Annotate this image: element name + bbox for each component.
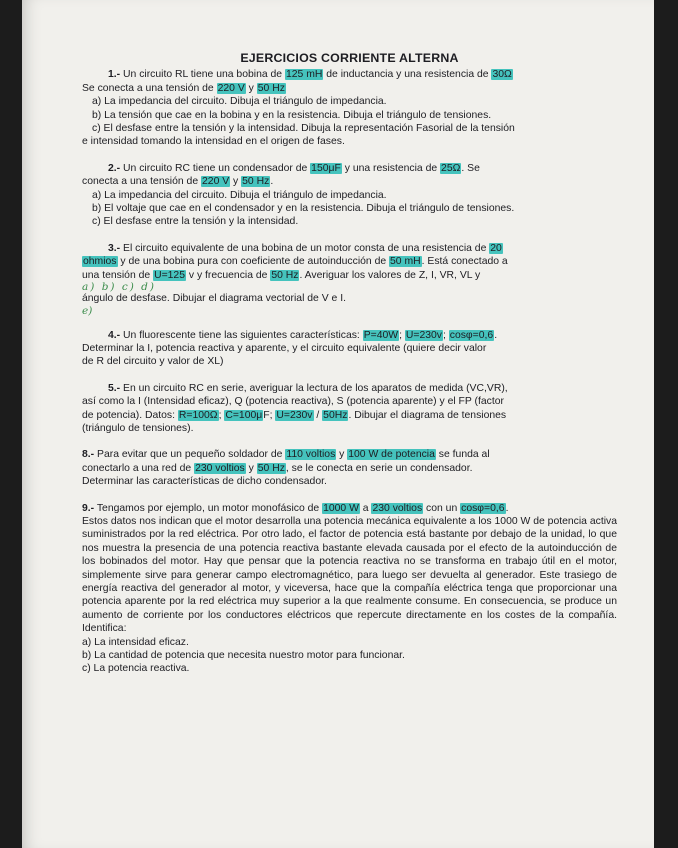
exercise-number: 5.- xyxy=(108,382,121,394)
exercise-1-items xyxy=(82,95,617,135)
highlight: cosφ=0,6 xyxy=(449,329,494,341)
item-b: b) La tensión que cae en la bobina y en la resistencia. Dibuja el triángulo de tensiones. xyxy=(92,109,492,121)
highlight: 220 V xyxy=(202,176,230,188)
highlight: 1000 W xyxy=(323,502,359,514)
item-a: a) La impedancia del circuito. Dibuja el triángulo de impedancia. xyxy=(92,189,387,201)
highlight: 25Ω xyxy=(441,162,461,174)
exercise-8-line-2: conectarlo a una red de 230 voltios y 50 Hz, se le conecta en serie un condensador. xyxy=(82,462,473,474)
highlight: 230 voltios xyxy=(372,502,423,514)
highlight: 125 mH xyxy=(285,69,323,81)
highlight: U=230v xyxy=(276,409,313,421)
highlight: P=40W xyxy=(363,329,399,341)
exercise-number: 9.- xyxy=(82,502,95,514)
highlight: cosφ=0,6 xyxy=(461,502,505,514)
document-body xyxy=(82,52,617,689)
exercise-number: 2.- xyxy=(108,162,121,174)
exercise-3-line-4: ángulo de desfase. Dibujar el diagrama vectorial de V e I. xyxy=(82,293,346,305)
highlight: R=100Ω xyxy=(178,409,218,421)
highlight: 50 Hz xyxy=(257,462,285,474)
exercise-number: 3.- xyxy=(108,242,121,254)
highlight: 50 Hz xyxy=(242,176,270,188)
highlight: C=100μ xyxy=(225,409,263,421)
item-b: b) El voltaje que cae en el condensador y en la resistencia. Dibuja el triángulo de tensiones. xyxy=(92,203,515,215)
highlight: 50Hz xyxy=(323,409,348,421)
item-c: c) La potencia reactiva. xyxy=(82,663,190,675)
item-a: a) La impedancia del circuito. Dibuja el triángulo de impedancia. xyxy=(92,96,387,108)
exercise-3-line-3: una tensión de U=125 v y frecuencia de 50 Hz. Averiguar los valores de Z, I, VR, VL y xyxy=(82,269,481,281)
exercise-2-line-2: conecta a una tensión de 220 V y 50 Hz. xyxy=(82,176,274,188)
handwritten-annotation: e) xyxy=(82,304,93,317)
exercise-3-line-2: ohmios y de una bobina pura con coeficiente de autoinducción de 50 mH. Está conectado a xyxy=(83,256,508,268)
document-title: EJERCICIOS CORRIENTE ALTERNA xyxy=(240,51,459,65)
exercise-2-line-1: 2.- Un circuito RC tiene un condensador de 150μF y una resistencia de 25Ω. Se xyxy=(108,162,480,174)
highlight: U=125 xyxy=(154,269,185,281)
exercise-8 xyxy=(82,448,617,488)
exercise-9 xyxy=(82,502,617,676)
item-c: c) El desfase entre la tensión y la intensidad. xyxy=(92,216,299,228)
exercise-number: 8.- xyxy=(82,449,95,461)
highlight: 50 mH xyxy=(390,256,421,268)
item-a: a) La intensidad eficaz. xyxy=(82,636,189,648)
exercise-5-line-2: así como la I (Intensidad eficaz), Q (potencia reactiva), S (potencia aparente) y el FP (factor xyxy=(82,396,504,408)
highlight: 150μF xyxy=(311,162,341,174)
item-c-continued: e intensidad tomando la intensidad en el origen de fases. xyxy=(82,136,345,148)
exercise-5-line-4: (triángulo de tensiones). xyxy=(82,422,194,434)
exercise-2 xyxy=(82,162,617,229)
highlight: 30Ω xyxy=(492,69,512,81)
item-c: c) El desfase entre la tensión y la intensidad. Dibuja la representación Fasorial de la tensión xyxy=(92,123,515,135)
exercise-number: 1.- xyxy=(108,69,121,81)
exercise-1-line-2: Se conecta a una tensión de 220 V y 50 Hz xyxy=(82,82,285,94)
exercise-5 xyxy=(82,382,617,436)
exercise-9-paragraph: Estos datos nos indican que el motor desarrolla una potencia mecánica equivalente a los 1000 W de potencia activa suministrados por la red eléctrica. Por otro lado, el factor de potencia está bastante por debajo de la unidad, lo que nos muestra la presencia de una potencia reactiva bastante elevada causada por el efecto de la autoinducción de los bobinados del motor. Hay que pensar que la potencia reactiva no se transforma en trabajo útil en el motor, simplemente sirve para generar campo electromagnético, para luego ser devuelta al generador. Este trasiego de energía reactiva del generador al motor, y viceversa, hace que la compañía eléctrica tenga que proporcionar una potencia aparente por la red eléctrica muy superior a la que realmente consume. En consecuencia, se produce un aumento de corriente por los conductores eléctricos que repercute directamente en los costes de la compañía. Identifica: xyxy=(82,515,617,635)
handwritten-annotation: a) b) c) d) xyxy=(82,281,156,294)
item-b: b) La cantidad de potencia que necesita nuestro motor para funcionar. xyxy=(82,650,405,662)
exercise-8-line-3: Determinar las características de dicho condensador. xyxy=(82,476,327,488)
exercise-4 xyxy=(82,329,617,369)
exercise-8-line-1: 8.- Para evitar que un pequeño soldador de 110 voltios y 100 W de potencia se funda al xyxy=(82,449,490,461)
exercise-1-line-1: 1.- Un circuito RL tiene una bobina de 125 mH de inductancia y una resistencia de 30Ω xyxy=(108,69,512,81)
exercise-2-items xyxy=(82,189,617,229)
highlight: 220 V xyxy=(217,82,245,94)
exercise-4-line-2: Determinar la I, potencia reactiva y aparente, y el circuito equivalente (quiere decir valor xyxy=(82,342,487,354)
exercise-5-line-3: de potencia). Datos: R=100Ω; C=100μF; U=230v / 50Hz. Dibujar el diagrama de tensiones xyxy=(82,409,507,421)
exercise-5-line-1: 5.- En un circuito RC en serie, averiguar la lectura de los aparatos de medida (VC,VR), xyxy=(108,382,508,394)
highlight: U=230v xyxy=(405,329,442,341)
highlight: 110 voltios xyxy=(286,449,336,461)
paper-page xyxy=(22,0,654,848)
exercise-4-line-3: de R del circuito y valor de XL) xyxy=(82,356,224,368)
highlight: 50 Hz xyxy=(271,269,299,281)
highlight: 20 xyxy=(490,242,502,254)
highlight: 100 W de potencia xyxy=(348,449,435,461)
exercise-3 xyxy=(82,242,617,316)
exercise-4-line-1: 4.- Un fluorescente tiene las siguientes características: P=40W; U=230v; cosφ=0,6. xyxy=(108,329,498,341)
highlight: ohmios xyxy=(83,256,117,268)
exercise-1 xyxy=(82,68,617,148)
exercise-number: 4.- xyxy=(108,329,121,341)
highlight: 50 Hz xyxy=(257,82,285,94)
highlight: 230 voltios xyxy=(195,462,245,474)
exercise-9-line-1: 9.- Tengamos por ejemplo, un motor monofásico de 1000 W a 230 voltios con un cosφ=0,6. xyxy=(82,502,509,514)
exercise-3-line-1: 3.- El circuito equivalente de una bobina de un motor consta de una resistencia de 20 xyxy=(108,242,502,254)
